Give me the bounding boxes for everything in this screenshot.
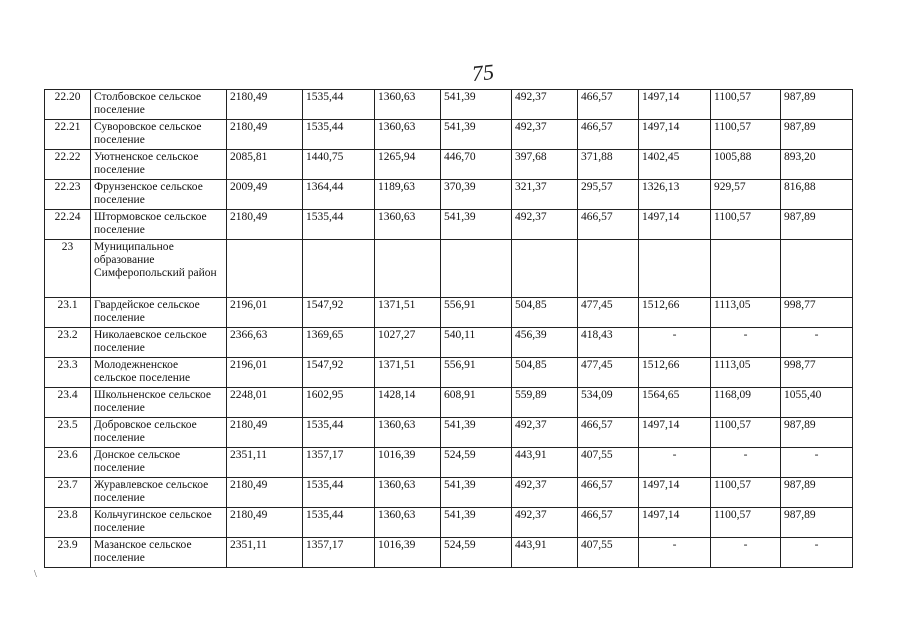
value-cell: - <box>781 538 853 568</box>
row-code: 22.20 <box>45 90 91 120</box>
row-code: 22.23 <box>45 180 91 210</box>
value-cell: 1265,94 <box>375 150 441 180</box>
settlement-name: Добровское сельское поселение <box>91 418 227 448</box>
value-cell: 1100,57 <box>711 90 781 120</box>
value-cell: - <box>639 448 711 478</box>
settlement-name: Николаевское сельское поселение <box>91 328 227 358</box>
row-code: 23.3 <box>45 358 91 388</box>
settlement-name: Гвардейское сельское поселение <box>91 298 227 328</box>
value-cell: 466,57 <box>578 90 639 120</box>
table-row <box>45 210 853 240</box>
value-cell: 466,57 <box>578 120 639 150</box>
tariff-table <box>44 89 853 568</box>
row-code: 23 <box>45 240 91 298</box>
value-cell: 1360,63 <box>375 120 441 150</box>
row-code: 23.9 <box>45 538 91 568</box>
value-cell: 321,37 <box>512 180 578 210</box>
value-cell: 534,09 <box>578 388 639 418</box>
value-cell: 987,89 <box>781 418 853 448</box>
row-code: 23.5 <box>45 418 91 448</box>
row-code: 22.24 <box>45 210 91 240</box>
settlement-name: Штормовское сельское поселение <box>91 210 227 240</box>
value-cell: 1602,95 <box>303 388 375 418</box>
value-cell: 492,37 <box>512 478 578 508</box>
value-cell: 2180,49 <box>227 210 303 240</box>
value-cell: 1535,44 <box>303 90 375 120</box>
value-cell: 1360,63 <box>375 478 441 508</box>
value-cell: 893,20 <box>781 150 853 180</box>
value-cell: 1100,57 <box>711 120 781 150</box>
value-cell: 2351,11 <box>227 448 303 478</box>
settlement-name: Столбовское сельское поселение <box>91 90 227 120</box>
value-cell: 1497,14 <box>639 90 711 120</box>
value-cell: 1360,63 <box>375 90 441 120</box>
value-cell: 492,37 <box>512 210 578 240</box>
value-cell <box>441 240 512 298</box>
value-cell: - <box>639 328 711 358</box>
value-cell: 1564,65 <box>639 388 711 418</box>
table-row <box>45 150 853 180</box>
value-cell: - <box>639 538 711 568</box>
value-cell: 541,39 <box>441 508 512 538</box>
value-cell: 1113,05 <box>711 298 781 328</box>
settlement-name: Кольчугинское сельское поселение <box>91 508 227 538</box>
value-cell: 1027,27 <box>375 328 441 358</box>
value-cell: 987,89 <box>781 120 853 150</box>
value-cell: 1535,44 <box>303 210 375 240</box>
value-cell: 1100,57 <box>711 210 781 240</box>
value-cell: 1100,57 <box>711 418 781 448</box>
value-cell <box>375 240 441 298</box>
value-cell <box>711 240 781 298</box>
value-cell: 2196,01 <box>227 298 303 328</box>
value-cell: 466,57 <box>578 508 639 538</box>
value-cell: 1360,63 <box>375 418 441 448</box>
value-cell: 504,85 <box>512 358 578 388</box>
value-cell: 1100,57 <box>711 508 781 538</box>
value-cell: 2180,49 <box>227 508 303 538</box>
table-row <box>45 478 853 508</box>
value-cell: 1189,63 <box>375 180 441 210</box>
value-cell: 492,37 <box>512 508 578 538</box>
row-code: 23.8 <box>45 508 91 538</box>
table-row <box>45 90 853 120</box>
value-cell: 466,57 <box>578 478 639 508</box>
value-cell: 608,91 <box>441 388 512 418</box>
value-cell: 559,89 <box>512 388 578 418</box>
table-row <box>45 358 853 388</box>
value-cell: 1016,39 <box>375 538 441 568</box>
value-cell: 1497,14 <box>639 478 711 508</box>
value-cell: 1497,14 <box>639 418 711 448</box>
value-cell: 443,91 <box>512 538 578 568</box>
value-cell: 541,39 <box>441 418 512 448</box>
value-cell: 1016,39 <box>375 448 441 478</box>
settlement-name: Журавлевское сельское поселение <box>91 478 227 508</box>
margin-mark: \ <box>34 569 37 580</box>
row-code: 23.4 <box>45 388 91 418</box>
value-cell: 2180,49 <box>227 120 303 150</box>
value-cell: 443,91 <box>512 448 578 478</box>
value-cell: 1547,92 <box>303 358 375 388</box>
value-cell: 1326,13 <box>639 180 711 210</box>
value-cell: 816,88 <box>781 180 853 210</box>
row-code: 23.1 <box>45 298 91 328</box>
settlement-name: Муниципальное образование Симферопольский район <box>91 240 227 298</box>
value-cell: 524,59 <box>441 448 512 478</box>
settlement-name: Фрунзенское сельское поселение <box>91 180 227 210</box>
value-cell: 1371,51 <box>375 358 441 388</box>
value-cell: 446,70 <box>441 150 512 180</box>
value-cell: 556,91 <box>441 298 512 328</box>
table-row <box>45 448 853 478</box>
value-cell: 1512,66 <box>639 298 711 328</box>
table-row <box>45 508 853 538</box>
value-cell: 295,57 <box>578 180 639 210</box>
settlement-name: Мазанское сельское поселение <box>91 538 227 568</box>
value-cell: 407,55 <box>578 538 639 568</box>
value-cell: 987,89 <box>781 478 853 508</box>
value-cell: 998,77 <box>781 298 853 328</box>
value-cell: 477,45 <box>578 358 639 388</box>
value-cell: - <box>781 448 853 478</box>
value-cell: 1369,65 <box>303 328 375 358</box>
value-cell: 1535,44 <box>303 120 375 150</box>
value-cell: 1535,44 <box>303 508 375 538</box>
value-cell: 2180,49 <box>227 418 303 448</box>
value-cell: 1357,17 <box>303 538 375 568</box>
value-cell: 1364,44 <box>303 180 375 210</box>
value-cell: 2351,11 <box>227 538 303 568</box>
value-cell: 1357,17 <box>303 448 375 478</box>
value-cell: - <box>711 538 781 568</box>
table-row <box>45 120 853 150</box>
settlement-name: Донское сельское поселение <box>91 448 227 478</box>
value-cell: 2009,49 <box>227 180 303 210</box>
value-cell: 418,43 <box>578 328 639 358</box>
table-row <box>45 240 853 298</box>
value-cell: 492,37 <box>512 90 578 120</box>
value-cell <box>227 240 303 298</box>
value-cell: 1371,51 <box>375 298 441 328</box>
value-cell: 524,59 <box>441 538 512 568</box>
value-cell: - <box>711 328 781 358</box>
settlement-name: Школьненское сельское поселение <box>91 388 227 418</box>
value-cell: 987,89 <box>781 90 853 120</box>
value-cell: 1497,14 <box>639 508 711 538</box>
row-code: 22.21 <box>45 120 91 150</box>
value-cell: 2180,49 <box>227 478 303 508</box>
table-row <box>45 538 853 568</box>
value-cell: 541,39 <box>441 120 512 150</box>
value-cell: 1535,44 <box>303 478 375 508</box>
value-cell: 540,11 <box>441 328 512 358</box>
value-cell: 492,37 <box>512 418 578 448</box>
row-code: 22.22 <box>45 150 91 180</box>
value-cell: 1168,09 <box>711 388 781 418</box>
row-code: 23.6 <box>45 448 91 478</box>
settlement-name: Суворовское сельское поселение <box>91 120 227 150</box>
row-code: 23.2 <box>45 328 91 358</box>
table-row <box>45 328 853 358</box>
value-cell: 1360,63 <box>375 508 441 538</box>
value-cell: 1360,63 <box>375 210 441 240</box>
value-cell: 541,39 <box>441 210 512 240</box>
value-cell: 1497,14 <box>639 210 711 240</box>
value-cell: 541,39 <box>441 478 512 508</box>
value-cell: 371,88 <box>578 150 639 180</box>
value-cell: 556,91 <box>441 358 512 388</box>
page-number: 75 <box>470 58 496 87</box>
value-cell: - <box>781 328 853 358</box>
value-cell: 1100,57 <box>711 478 781 508</box>
value-cell: 504,85 <box>512 298 578 328</box>
value-cell: 477,45 <box>578 298 639 328</box>
value-cell: 1113,05 <box>711 358 781 388</box>
value-cell: 1402,45 <box>639 150 711 180</box>
value-cell: 1535,44 <box>303 418 375 448</box>
table-row <box>45 388 853 418</box>
value-cell: 2196,01 <box>227 358 303 388</box>
value-cell: 2366,63 <box>227 328 303 358</box>
value-cell: 407,55 <box>578 448 639 478</box>
value-cell <box>303 240 375 298</box>
row-code: 23.7 <box>45 478 91 508</box>
value-cell: 456,39 <box>512 328 578 358</box>
value-cell <box>639 240 711 298</box>
value-cell: 466,57 <box>578 210 639 240</box>
table-row <box>45 418 853 448</box>
value-cell: 929,57 <box>711 180 781 210</box>
table-row <box>45 180 853 210</box>
value-cell: 466,57 <box>578 418 639 448</box>
value-cell: 1547,92 <box>303 298 375 328</box>
value-cell: 2085,81 <box>227 150 303 180</box>
value-cell: 492,37 <box>512 120 578 150</box>
settlement-name: Молодежненское сельское поселение <box>91 358 227 388</box>
settlement-name: Уютненское сельское поселение <box>91 150 227 180</box>
value-cell: 987,89 <box>781 210 853 240</box>
value-cell: 2248,01 <box>227 388 303 418</box>
value-cell: 998,77 <box>781 358 853 388</box>
value-cell <box>781 240 853 298</box>
value-cell: 1005,88 <box>711 150 781 180</box>
value-cell: 1428,14 <box>375 388 441 418</box>
value-cell <box>578 240 639 298</box>
value-cell: 397,68 <box>512 150 578 180</box>
value-cell: 370,39 <box>441 180 512 210</box>
value-cell <box>512 240 578 298</box>
table-row <box>45 298 853 328</box>
value-cell: 541,39 <box>441 90 512 120</box>
value-cell: 987,89 <box>781 508 853 538</box>
value-cell: 1440,75 <box>303 150 375 180</box>
value-cell: 2180,49 <box>227 90 303 120</box>
value-cell: 1512,66 <box>639 358 711 388</box>
value-cell: 1055,40 <box>781 388 853 418</box>
value-cell: - <box>711 448 781 478</box>
value-cell: 1497,14 <box>639 120 711 150</box>
